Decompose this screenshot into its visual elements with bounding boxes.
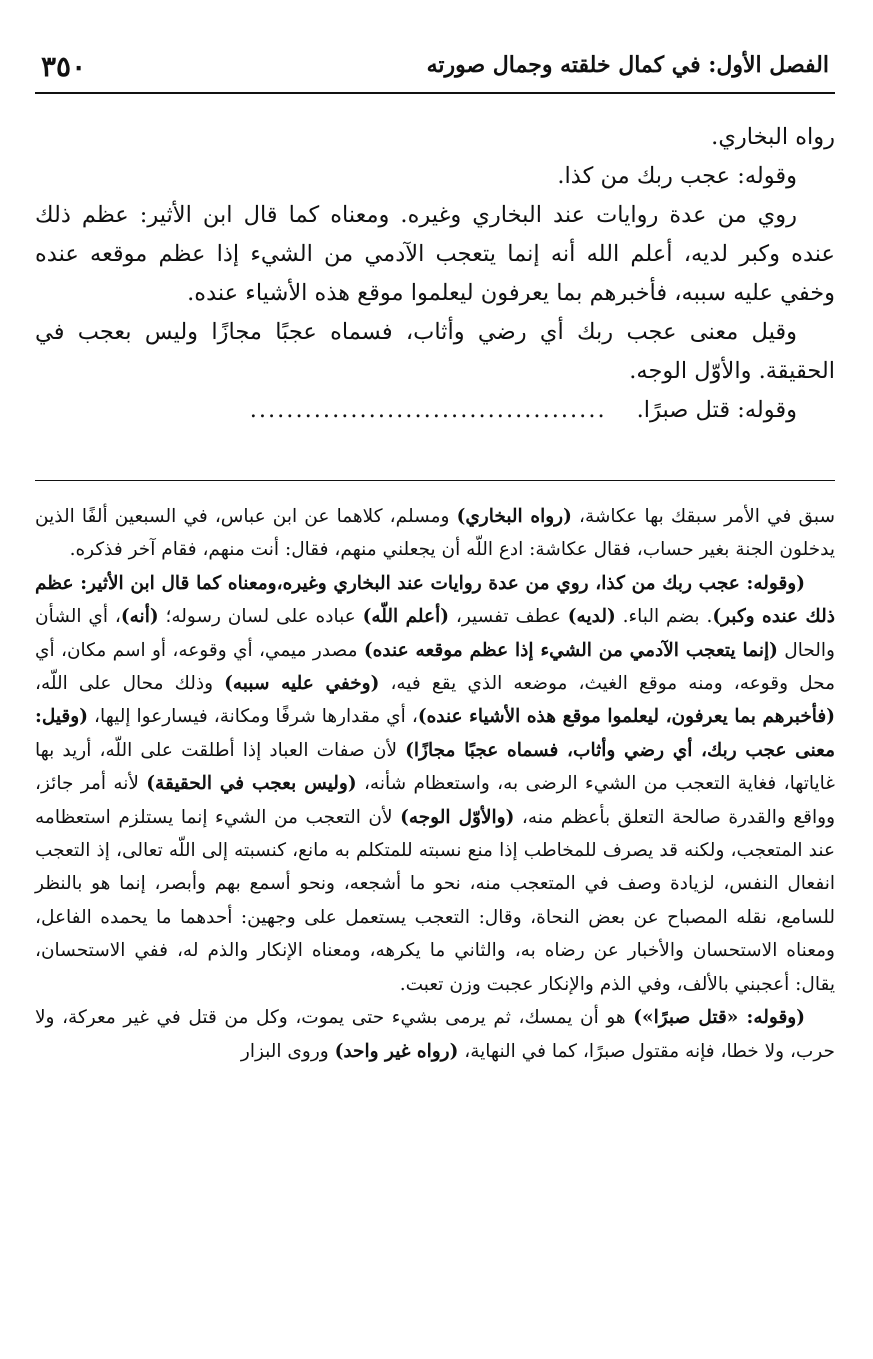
note-text: ، أي الشأن والحال <box>35 606 835 661</box>
page-number: ٣٥٠ <box>41 50 87 83</box>
note-bold: (وقيل: معنى عجب ربك، أي رضي وأثاب، فسماه عجبًا مجازًا) <box>35 706 836 761</box>
commentary-paragraph <box>35 1001 835 1068</box>
note-text: وروى البزار <box>240 1040 335 1062</box>
note-text: عطف تفسير، <box>448 606 568 628</box>
note-text: . بضم الباء. <box>615 606 713 628</box>
note-text: وذلك محال على اللّه، <box>35 673 225 695</box>
commentary <box>35 500 835 1068</box>
note-bold: (وليس بعجب في الحقيقة) <box>146 773 357 795</box>
page-header <box>35 48 835 94</box>
footnote-separator <box>35 480 835 481</box>
note-bold: (وقوله: «قتل صبرًا») <box>633 1007 805 1029</box>
commentary-paragraph <box>35 500 835 567</box>
note-bold: (رواه البخاري) <box>456 506 572 527</box>
note-text: سبق في الأمر سبقك بها عكاشة، <box>571 506 835 527</box>
note-bold: (إنما يتعجب الآدمي من الشيء إذا عظم موقعه عنده) <box>363 639 778 661</box>
note-bold: (أعلم اللّه) <box>362 606 449 628</box>
note-text: ومسلم، كلاهما عن ابن عباس، في السبعين ألفًا الذين يدخلون الجنة بغير حساب، فقال عكاشة: ادع اللّه أن يجعلني منهم، فقال: أنت منهم، فقام آخر فذكره. <box>35 506 835 561</box>
note-text: لأن التعجب من الشيء إنما يستلزم استعظامه عند المتعجب، ولكنه قد يصرف للمخاطب إذا منع نسبته للمتكلم به مانع، كنسبته إلى اللّه تعالى، إذ التعجب انفعال النفس، لزيادة وصف في المتعجب منه، نحو ما أشجعه، ونحو أسمع بهم وأبصر، إنما هو بالنظر للسامع، نقله المصباح عن بعض النحاة، وقال: التعجب يستعمل على وجهين: أحدهما ما يحمده الفاعل، ومعناه الاستحسان والأخبار عن رضاه به، والثاني ما يكرهه، ومعناه الإنكار والذم له، ففي الاستحسان، يقال: أعجبني بالألف، وفي الذم والإنكار عجبت وزن تعبت. <box>35 806 835 995</box>
note-text: ، أي مقدارها شرفًا ومكانة، فيسارعوا إليها، <box>87 706 418 728</box>
quote-text: وقوله: قتل صبرًا. <box>636 397 797 423</box>
note-text: لأن صفات العباد إذا أطلقت على اللّه، أريد بها غاياتها، فغاية التعجب من الشيء الرضى به، واستعظام شأنه، <box>35 739 835 795</box>
note-bold: (لديه) <box>567 606 616 628</box>
note-bold: (والأوّل الوجه) <box>400 806 515 828</box>
note-text: هو أن يمسك، ثم يرمى بشيء حتى يموت، وكل من قتل في غير معركة، ولا حرب، ولا خطا، فإنه مقتول صبرًا، كما في النهاية، <box>35 1007 835 1062</box>
note-bold: (أنه) <box>120 606 159 628</box>
main-paragraph <box>35 391 835 430</box>
note-text: مصدر ميمي، أي وقوعه، أو اسم مكان، أي محل وقوعه، ومنه موقع الغيث، موضعه الذي يقع فيه، <box>35 639 835 695</box>
main-text <box>35 118 835 430</box>
note-bold: (وقوله: عجب ربك من كذا، روي من عدة روايات عند البخاري وغيره،ومعناه كما قال ابن الأثير: عظم ذلك عنده وكبر) <box>35 572 835 628</box>
note-bold: (وخفي عليه سببه) <box>224 673 380 695</box>
main-paragraph: وقوله: عجب ربك من كذا. <box>557 163 797 189</box>
note-bold: (فأخبرهم بما يعرفون، ليعلموا موقع هذه الأشياء عنده) <box>417 706 836 728</box>
chapter-title: الفصل الأول: في كمال خلقته وجمال صورته <box>426 52 829 78</box>
commentary-paragraph <box>35 567 835 1001</box>
main-paragraph: رواه البخاري. <box>711 124 835 150</box>
main-paragraph: روي من عدة روايات عند البخاري وغيره. ومعناه كما قال ابن الأثير: عظم ذلك عنده وكبر لديه، أعلم الله أنه إنما يتعجب الآدمي من الشيء إذا عظم موقعه عنده وخفي عليه سببه، فأخبرهم بما يعرفون ليعلموا موقع هذه الأشياء عنده. <box>35 202 835 306</box>
note-text: لأنه أمر جائز، وواقع والقدرة صالحة التعلق بأعظم منه، <box>35 773 836 828</box>
book-page <box>35 0 835 1359</box>
main-paragraph: وقيل معنى عجب ربك أي رضي وأثاب، فسماه عجبًا مجازًا وليس بعجب في الحقيقة. والأوّل الوجه. <box>35 319 835 384</box>
note-bold: (رواه غير واحد) <box>334 1040 459 1062</box>
note-text: عباده على لسان رسوله؛ <box>158 606 363 628</box>
dotted-leader: ....................................... <box>249 397 607 423</box>
